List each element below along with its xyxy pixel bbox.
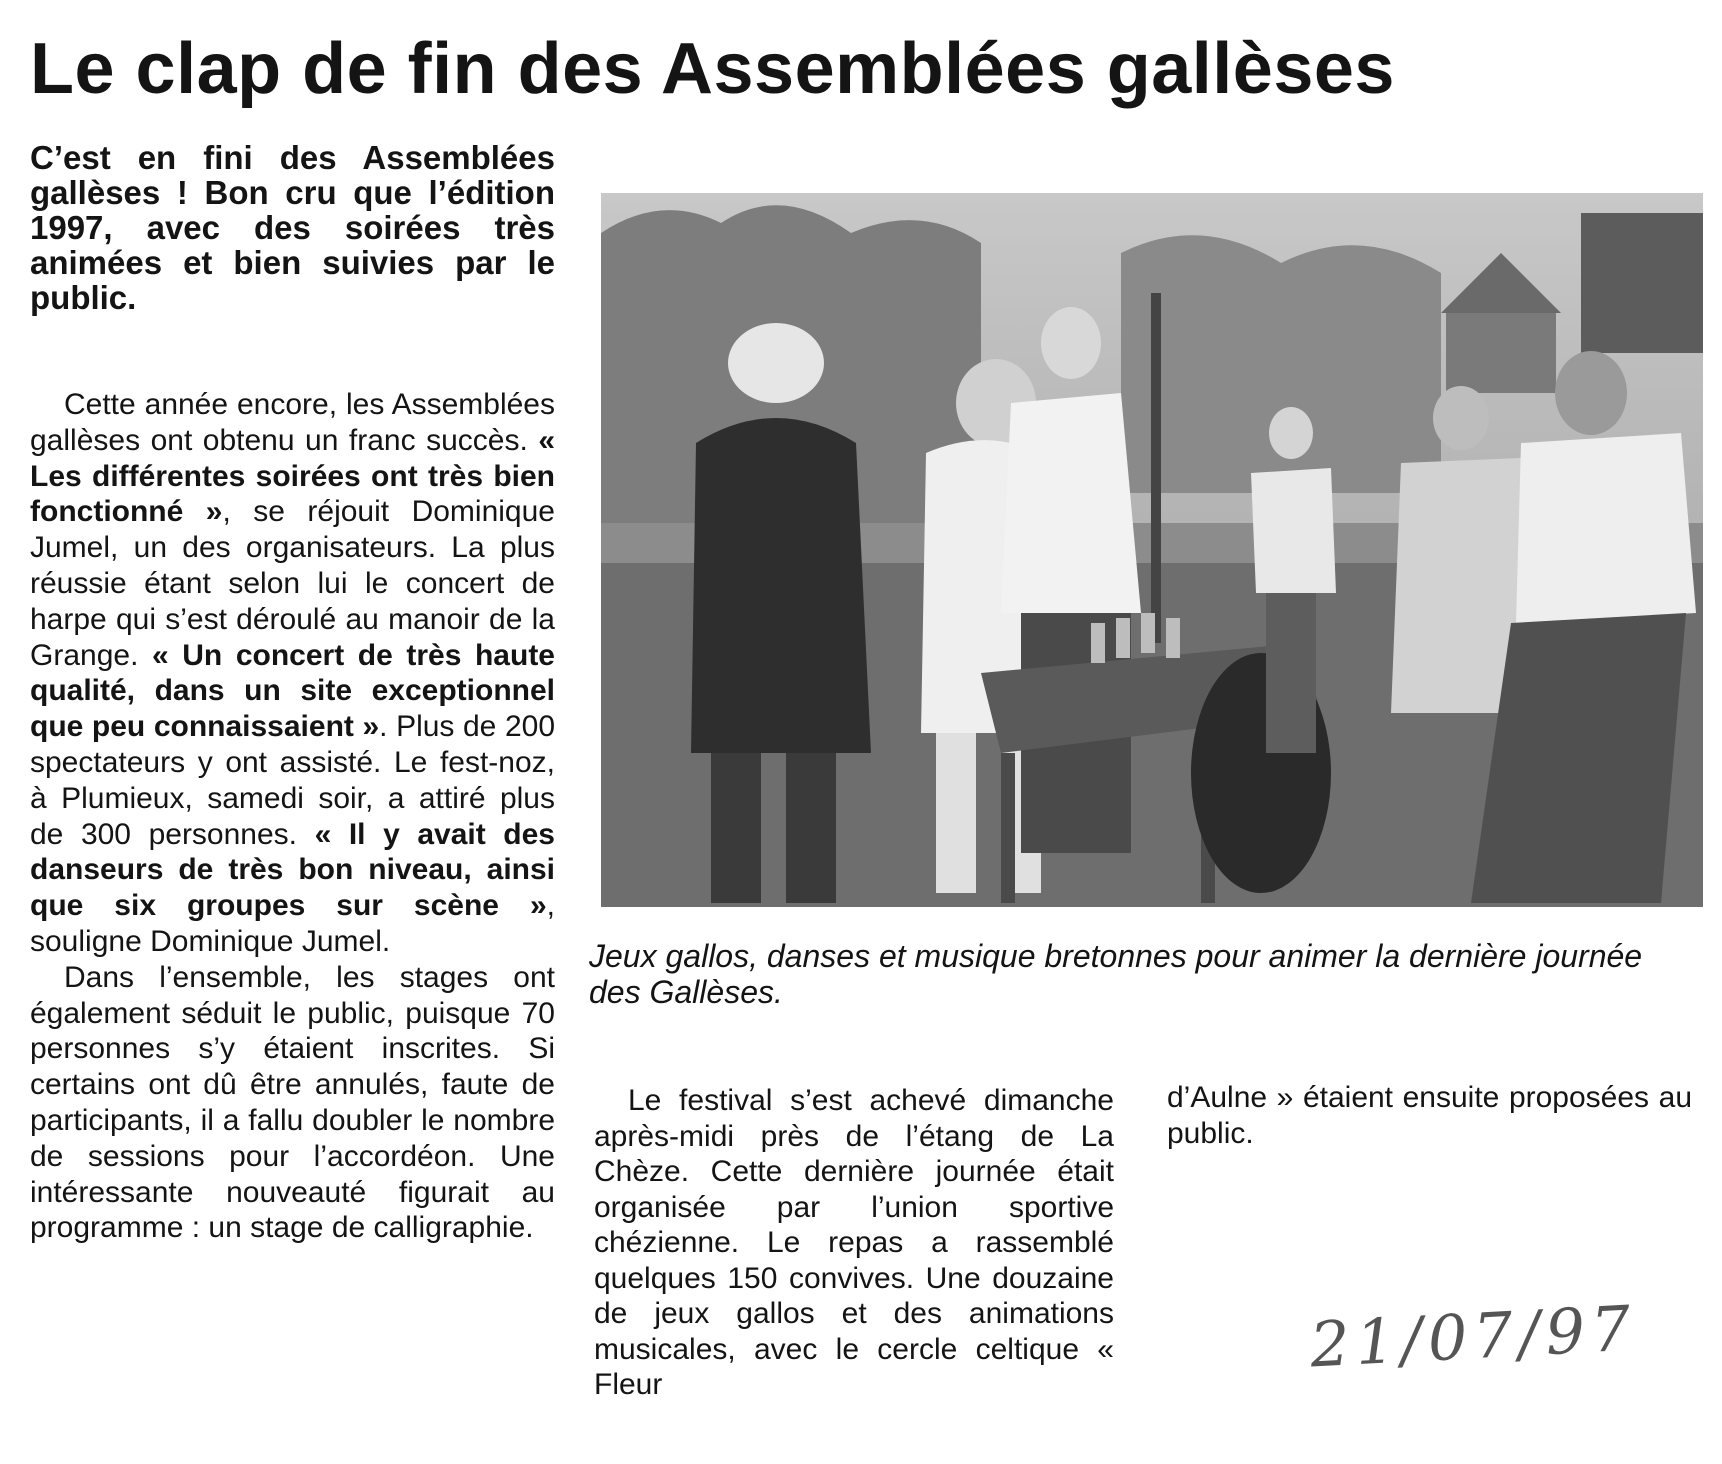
photo-illustration [601, 193, 1703, 907]
middle-column [594, 1083, 1114, 1403]
quote-1: « Les différentes soirées ont très bien fonctionné » [30, 423, 555, 529]
middle-paragraph: Le festival s’est achevé dimanche après-midi près de l’étang de La Chèze. Cette dernière journée était organisée par l’union sportive chézienne. Le repas a rassemblé quelques 150 convives. Une douzaine de jeux gallos et des animations musicales, avec le cercle celtique « Fleur [594, 1084, 1114, 1401]
quote-3: « Il y avait des danseurs de très bon niveau, ainsi que six groupes sur scène » [30, 817, 555, 923]
left-column [30, 387, 555, 1246]
handwritten-date: 21/07/97 [1308, 1291, 1639, 1382]
left-paragraph-2: Dans l’ensemble, les stages ont également séduit le public, puisque 70 personnes s’y étaient inscrites. Si certains ont dû être annulés, faute de participants, il a fallu doubler le nombre de sessions pour l’accordéon. Une intéressante nouveauté figurait au programme : un stage de calligraphie. [30, 960, 555, 1245]
left-paragraph-1 [30, 387, 555, 960]
paragraph-text: Cette année encore, les Assemblées gallèses ont obtenu un franc succès. [30, 388, 555, 457]
article-photo [601, 193, 1703, 907]
paragraph-text: . Plus de 200 spectateurs y ont assisté. Le fest-noz, à Plumieux, samedi soir, a attiré plus de 300 personnes. [30, 710, 555, 851]
paragraph-text: , souligne Dominique Jumel. [30, 889, 555, 958]
photo-caption: Jeux gallos, danses et musique bretonnes pour animer la dernière journée des Gallèses. [589, 938, 1643, 1010]
right-column [1167, 1080, 1692, 1151]
right-paragraph: d’Aulne » étaient ensuite proposées au public. [1167, 1081, 1692, 1150]
quote-2: « Un concert de très haute qualité, dans un site exceptionnel que peu connaissaient » [30, 638, 555, 744]
article-lede: C’est en fini des Assemblées gallèses ! Bon cru que l’édition 1997, avec des soirées très animées et bien suivies par le public. [30, 139, 555, 316]
article-headline: Le clap de fin des Assemblées gallèses [30, 29, 1395, 109]
paragraph-text: , se réjouit Dominique Jumel, un des organisateurs. La plus réussie étant selon lui le concert de harpe qui s’est déroulé au manoir de la Grange. [30, 495, 555, 672]
